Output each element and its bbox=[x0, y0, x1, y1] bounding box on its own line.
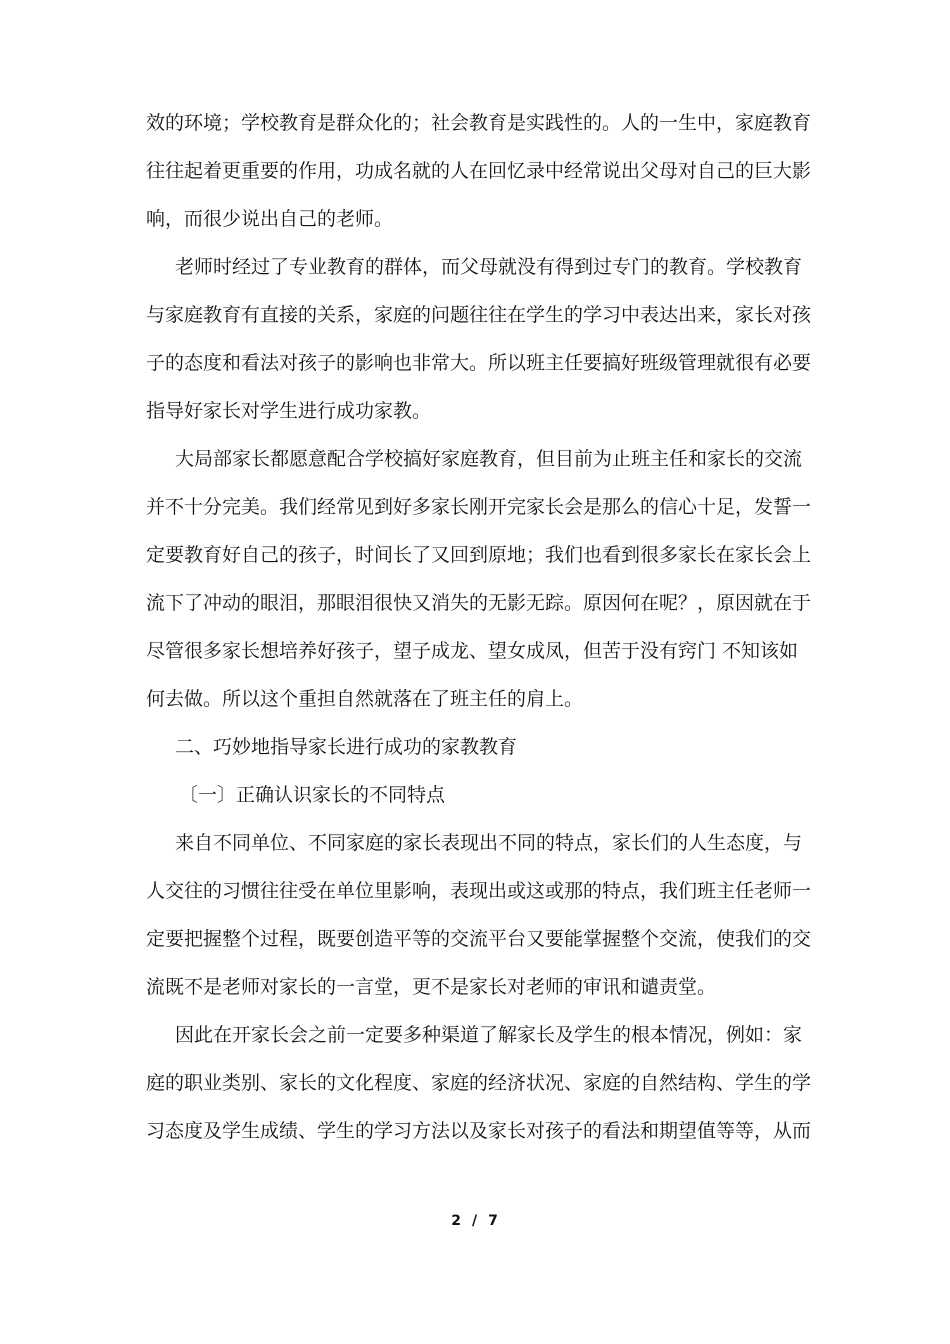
paragraph-4 bbox=[146, 825, 818, 1005]
page-number-footer bbox=[0, 1213, 950, 1229]
text-line: 尽管很多家长想培养好孩子，望子成龙、望女成凤，但苦于没有窍门 不知该如 bbox=[146, 640, 799, 662]
text-line: 定要把握整个过程，既要创造平等的交流平台又要能掌握整个交流，使我们的交 bbox=[146, 928, 812, 950]
subheading-line: 〔一〕正确认识家长的不同特点 bbox=[179, 784, 446, 806]
text-line: 子的态度和看法对孩子的影响也非常大。所以班主任要搞好班级管理就很有必要 bbox=[146, 352, 812, 374]
current-page-number: 2 bbox=[451, 1213, 462, 1229]
text-line: 庭的职业类别、家长的文化程度、家庭的经济状况、家庭的自然结构、学生的学 bbox=[146, 1072, 812, 1094]
text-line: 习态度及学生成绩、学生的学习方法以及家长对孩子的看法和期望值等等，从而 bbox=[146, 1120, 812, 1142]
text-line: 大局部家长都愿意配合学校搞好家庭教育，但目前为止班主任和家长的交流 bbox=[175, 448, 803, 470]
text-line: 响，而很少说出自己的老师。 bbox=[146, 208, 394, 230]
paragraph-2 bbox=[146, 249, 818, 429]
text-line: 效的环境；学校教育是群众化的；社会教育是实践性的。人的一生中，家庭教育 bbox=[146, 112, 812, 134]
text-line: 何去做。所以这个重担自然就落在了班主任的肩上。 bbox=[146, 688, 584, 710]
paragraph-5 bbox=[146, 1017, 818, 1149]
text-line: 流下了冲动的眼泪，那眼泪很快又消失的无影无踪。原因何在呢？，原因就在于 bbox=[146, 592, 812, 614]
text-line: 流既不是老师对家长的一言堂，更不是家长对老师的审讯和谴责堂。 bbox=[146, 976, 717, 998]
subsection-heading bbox=[146, 777, 818, 813]
text-line: 指导好家长对学生进行成功家教。 bbox=[146, 400, 432, 422]
total-pages-number: 7 bbox=[488, 1213, 499, 1229]
section-heading bbox=[146, 729, 818, 765]
text-line: 因此在开家长会之前一定要多种渠道了解家长及学生的根本情况，例如：家 bbox=[175, 1024, 803, 1046]
paragraph-1 bbox=[146, 105, 818, 237]
text-line: 来自不同单位、不同家庭的家长表现出不同的特点，家长们的人生态度，与 bbox=[175, 832, 803, 854]
text-line: 老师时经过了专业教育的群体，而父母就没有得到过专门的教育。学校教育 bbox=[175, 256, 803, 278]
document-body bbox=[146, 105, 818, 1149]
text-line: 定要教育好自己的孩子，时间长了又回到原地；我们也看到很多家长在家长会上 bbox=[146, 544, 812, 566]
heading-line: 二、巧妙地指导家长进行成功的家教教育 bbox=[175, 736, 518, 758]
text-line: 人交往的习惯往往受在单位里影响，表现出或这或那的特点，我们班主任老师一 bbox=[146, 880, 812, 902]
paragraph-3 bbox=[146, 441, 818, 717]
page-separator: / bbox=[471, 1213, 479, 1229]
text-line: 并不十分完美。我们经常见到好多家长刚开完家长会是那么的信心十足，发誓一 bbox=[146, 496, 812, 518]
text-line: 往往起着更重要的作用，功成名就的人在回忆录中经常说出父母对自己的巨大影 bbox=[146, 160, 812, 182]
text-line: 与家庭教育有直接的关系，家庭的问题往往在学生的学习中表达出来，家长对孩 bbox=[146, 304, 812, 326]
